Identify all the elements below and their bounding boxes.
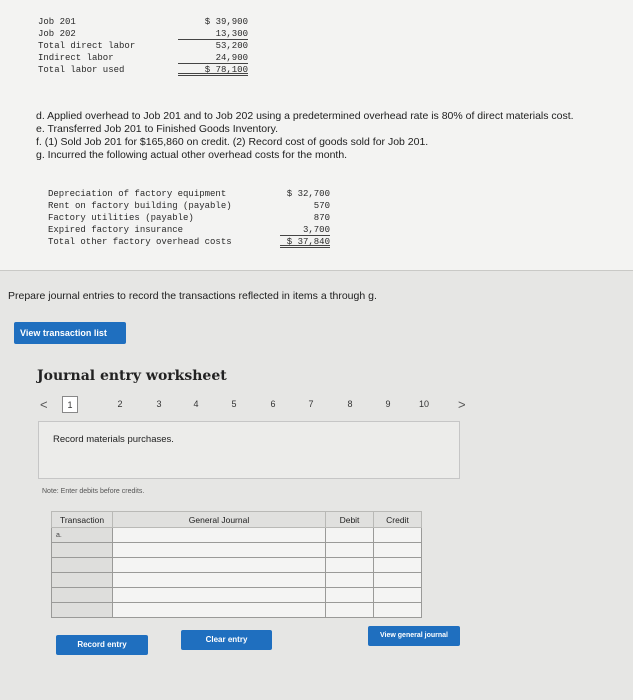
account-cell[interactable]	[113, 588, 326, 603]
credit-cell[interactable]	[374, 543, 422, 558]
overhead-value: 570	[313, 201, 330, 211]
transaction-description: Record materials purchases.	[53, 434, 174, 445]
entry-note: Note: Enter debits before credits.	[42, 488, 145, 495]
transaction-description-box	[38, 421, 460, 479]
overhead-label: Rent on factory building (payable)	[48, 201, 232, 211]
instructions-text: Prepare journal entries to record the transactions reflected in items a through g.	[8, 290, 377, 302]
labor-value: $ 39,900	[204, 17, 248, 27]
overhead-table	[48, 188, 330, 248]
labor-label: Job 202	[38, 29, 76, 39]
overhead-row	[48, 236, 330, 248]
table-row	[52, 528, 422, 543]
overhead-label: Depreciation of factory equipment	[48, 189, 227, 199]
labor-label: Indirect labor	[38, 53, 114, 63]
next-arrow-icon[interactable]: >	[458, 397, 466, 412]
credit-cell[interactable]	[374, 588, 422, 603]
labor-total-label: Total labor used	[38, 65, 125, 75]
transaction-cell	[52, 603, 113, 618]
overhead-label: Factory utilities (payable)	[48, 213, 194, 223]
page-tab[interactable]: 3	[156, 399, 162, 409]
transaction-cell	[52, 543, 113, 558]
account-cell[interactable]	[113, 528, 326, 543]
table-row	[52, 588, 422, 603]
page-tab[interactable]: 7	[308, 399, 314, 409]
prev-arrow-icon[interactable]: <	[40, 397, 48, 412]
credit-cell[interactable]	[374, 528, 422, 543]
page-tab[interactable]: 9	[385, 399, 391, 409]
overhead-row	[48, 188, 330, 200]
overhead-row	[48, 212, 330, 224]
debit-header: Debit	[326, 512, 374, 528]
item-f: f. (1) Sold Job 201 for $165,860 on credit. (2) Record cost of goods sold for Job 201.	[36, 136, 429, 148]
page-tab[interactable]: 1	[62, 396, 78, 413]
overhead-value: 3,700	[280, 224, 330, 236]
page-tab[interactable]: 2	[117, 399, 123, 409]
account-cell[interactable]	[113, 543, 326, 558]
clear-entry-button[interactable]: Clear entry	[181, 630, 272, 650]
record-entry-button[interactable]: Record entry	[56, 635, 148, 655]
transaction-cell	[52, 588, 113, 603]
table-row	[52, 558, 422, 573]
credit-cell[interactable]	[374, 603, 422, 618]
page-tab[interactable]: 5	[231, 399, 237, 409]
labor-label: Job 201	[38, 17, 76, 27]
credit-header: Credit	[374, 512, 422, 528]
worksheet-pager	[36, 396, 474, 414]
page-tab[interactable]: 6	[270, 399, 276, 409]
labor-row	[38, 40, 248, 52]
labor-row	[38, 28, 248, 40]
transaction-header: Transaction	[52, 512, 113, 528]
labor-total-value: $ 78,100	[178, 64, 248, 76]
labor-value: 13,300	[178, 28, 248, 40]
item-e: e. Transferred Job 201 to Finished Goods Inventory.	[36, 123, 279, 135]
account-cell[interactable]	[113, 603, 326, 618]
labor-value: 53,200	[215, 41, 248, 51]
overhead-label: Expired factory insurance	[48, 225, 184, 235]
debit-cell[interactable]	[326, 558, 374, 573]
debit-cell[interactable]	[326, 573, 374, 588]
table-row	[52, 603, 422, 618]
debit-cell[interactable]	[326, 588, 374, 603]
debit-cell[interactable]	[326, 543, 374, 558]
view-general-journal-button[interactable]: View general journal	[368, 626, 460, 646]
overhead-value: $ 32,700	[286, 189, 330, 199]
transaction-cell	[52, 558, 113, 573]
journal-entry-table	[51, 511, 422, 618]
item-d: d. Applied overhead to Job 201 and to Job 202 using a predetermined overhead rate is 80% of direct materials cost.	[36, 110, 574, 122]
overhead-total-label: Total other factory overhead costs	[48, 237, 232, 247]
credit-cell[interactable]	[374, 573, 422, 588]
problem-panel	[0, 0, 633, 271]
overhead-total-value: $ 37,840	[280, 236, 330, 248]
overhead-value: 870	[313, 213, 330, 223]
view-transaction-list-button[interactable]: View transaction list	[14, 322, 126, 344]
page-tab[interactable]: 8	[347, 399, 353, 409]
table-row	[52, 543, 422, 558]
labor-table	[38, 16, 248, 76]
overhead-row	[48, 200, 330, 212]
account-cell[interactable]	[113, 558, 326, 573]
transaction-cell	[52, 573, 113, 588]
item-g: g. Incurred the following actual other overhead costs for the month.	[36, 149, 348, 161]
labor-row	[38, 64, 248, 76]
account-cell[interactable]	[113, 573, 326, 588]
labor-row	[38, 16, 248, 28]
debit-cell[interactable]	[326, 528, 374, 543]
transaction-items	[36, 110, 574, 162]
transaction-cell: a.	[52, 528, 113, 543]
credit-cell[interactable]	[374, 558, 422, 573]
page-tab[interactable]: 4	[193, 399, 199, 409]
labor-value: 24,900	[178, 52, 248, 64]
overhead-row	[48, 224, 330, 236]
labor-row	[38, 52, 248, 64]
table-row	[52, 573, 422, 588]
labor-label: Total direct labor	[38, 41, 136, 51]
debit-cell[interactable]	[326, 603, 374, 618]
general-journal-header: General Journal	[113, 512, 326, 528]
page-tab[interactable]: 10	[418, 399, 429, 409]
worksheet-title: Journal entry worksheet	[37, 368, 227, 384]
